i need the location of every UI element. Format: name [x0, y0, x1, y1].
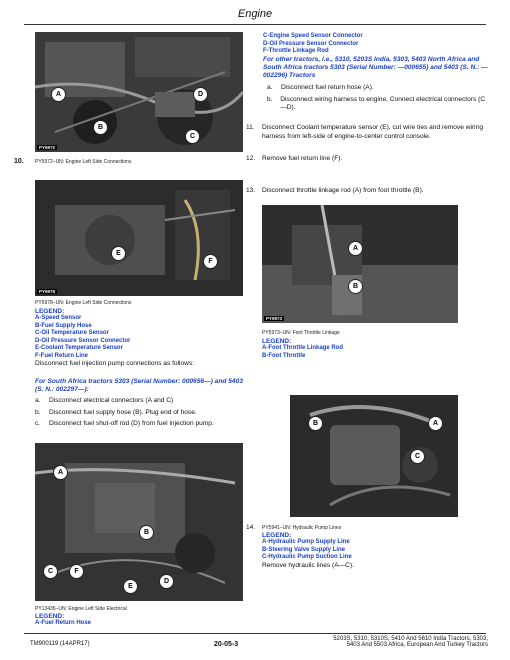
substep-c: c. Disconnect fuel shut-off rod (D) from fuel injection pump. — [35, 420, 214, 428]
callout-e: E — [123, 579, 138, 594]
photo-hydraulic-pump-lines — [290, 395, 458, 517]
legend-line: E-Coolant Temperature Sensor — [35, 345, 123, 351]
instruction-text: Remove hydraulic lines (A—C). — [262, 561, 354, 569]
callout-a: A — [53, 465, 68, 480]
callout-d: D — [159, 574, 174, 589]
substep-a: a. Disconnect electrical connectors (A and C) — [35, 397, 174, 405]
photo-id: PY5978 — [39, 289, 56, 294]
legend-title: LEGEND: — [262, 338, 292, 345]
photo-id: PY5972 — [39, 145, 56, 150]
legend-left — [35, 308, 240, 369]
legend-line: A-Hydraulic Pump Supply Line — [262, 539, 350, 545]
legend-line: D-Oil Pressure Sensor Connector — [35, 337, 131, 344]
callout-c: C — [185, 129, 200, 144]
step-10-number: 10. — [14, 158, 24, 165]
page-header-title: Engine — [237, 8, 273, 20]
substep-b: b. Disconnect fuel supply hose (B). Plug end of hose. — [35, 408, 197, 416]
step-11: 11. Disconnect Coolant temperature sensor (E), cut wire ties and remove wiring harness from left-side of engine-to-center control console. — [246, 124, 483, 140]
caption-photo-2: PY5978–UN: Engine Left Side Connections — [35, 300, 132, 306]
south-africa-block — [35, 378, 243, 429]
legend-hydraulic — [262, 532, 354, 570]
photo-engine-left-electrical — [35, 443, 243, 601]
photo-id: PY5973 — [266, 316, 283, 321]
callout-c: C — [43, 564, 58, 579]
callout-b: B — [139, 525, 154, 540]
substep-b: b. Disconnect wiring harness to engine. Connect electrical connectors (C—D). — [267, 95, 486, 112]
legend-line: A-Speed Sensor — [35, 315, 82, 321]
footer-models-line-1: 5203S, 5310, 5310S, 5410 And 5610 India Tractors, 5303, — [333, 636, 488, 642]
legend-line: A-Foot Throttle Linkage Rod — [262, 345, 343, 351]
photo-engine-left-connections-2 — [35, 180, 243, 296]
south-africa-note: For South Africa tractors 5303 (Serial Number: 000656—) and 5403 (S. N.: 002297—): — [35, 378, 243, 394]
footer-rule — [24, 633, 486, 634]
legend-line: B-Foot Throttle — [262, 352, 306, 359]
photo-engine-left-connections — [35, 32, 243, 152]
header-rule — [24, 24, 486, 25]
callout-b: B — [308, 416, 323, 431]
callout-a: A — [51, 87, 66, 102]
legend-title: LEGEND: — [262, 532, 292, 539]
callout-b: B — [348, 279, 363, 294]
step-14: 14. PY5941–UN: Hydraulic Pump Lines — [246, 524, 342, 531]
callout-c: C — [410, 449, 425, 464]
caption-photo-1: PY5972–UN: Engine Left Side Connections — [35, 159, 132, 165]
legend-line: C-Engine Speed Sensor Connector — [263, 33, 363, 39]
legend-line: A-Fuel Return Hose — [35, 620, 92, 626]
footer-models-line-2: 5403 And 5503 Africa, European And Turkey Tractors — [346, 642, 488, 648]
legend-bottom-left — [35, 613, 91, 628]
caption-photo-5: PY5941–UN: Hydraulic Pump Lines — [262, 525, 342, 531]
callout-d: D — [193, 87, 208, 102]
legend-title: LEGEND: — [35, 308, 65, 315]
caption-photo-4: PY5973–UN: Foot Throttle Linkage — [262, 330, 340, 336]
photo-foot-throttle — [262, 205, 458, 323]
callout-f: F — [203, 254, 218, 269]
footer-models — [278, 636, 488, 648]
other-tractors-note: For other tractors, i.e., 5310, 5203S India, 5303, 5403 North Africa and South Africa tractors 5303 (Serial Number: —000655) and 5403 (S. N.: —002296) Tractors — [263, 55, 488, 79]
legend-throttle — [262, 338, 343, 360]
footer-doc-id: TM900119 (14APR17) — [30, 641, 90, 647]
callout-a: A — [348, 241, 363, 256]
callout-a: A — [428, 416, 443, 431]
callout-b: B — [93, 120, 108, 135]
step-12: 12. Remove fuel return line (F). — [246, 155, 343, 162]
legend-line: B-Steering Valve Supply Line — [262, 546, 346, 553]
legend-line: F-Throttle Linkage Rod — [263, 48, 329, 54]
substep-a: a. Disconnect fuel return hose (A). — [267, 84, 374, 92]
legend-line: B-Fuel Supply Hose — [35, 322, 92, 329]
top-right-block — [263, 33, 488, 113]
instruction-text: Disconnect fuel injection pump connections as follows: — [35, 360, 195, 367]
callout-f: F — [69, 564, 84, 579]
caption-photo-3: PY13435–UN: Engine Left Side Electrical — [35, 606, 127, 612]
footer-page-number: 20-05-3 — [214, 641, 239, 648]
step-13: 13. Disconnect throttle linkage rod (A) from foot throttle (B). — [246, 187, 424, 194]
legend-line: F-Fuel Return Line — [35, 352, 88, 359]
legend-line: D-Oil Pressure Sensor Connector — [263, 40, 359, 47]
legend-title: LEGEND: — [35, 613, 65, 620]
legend-line: C-Oil Temperature Sensor — [35, 330, 109, 336]
callout-e: E — [111, 246, 126, 261]
legend-line: C-Hydraulic Pump Suction Line — [262, 554, 352, 560]
